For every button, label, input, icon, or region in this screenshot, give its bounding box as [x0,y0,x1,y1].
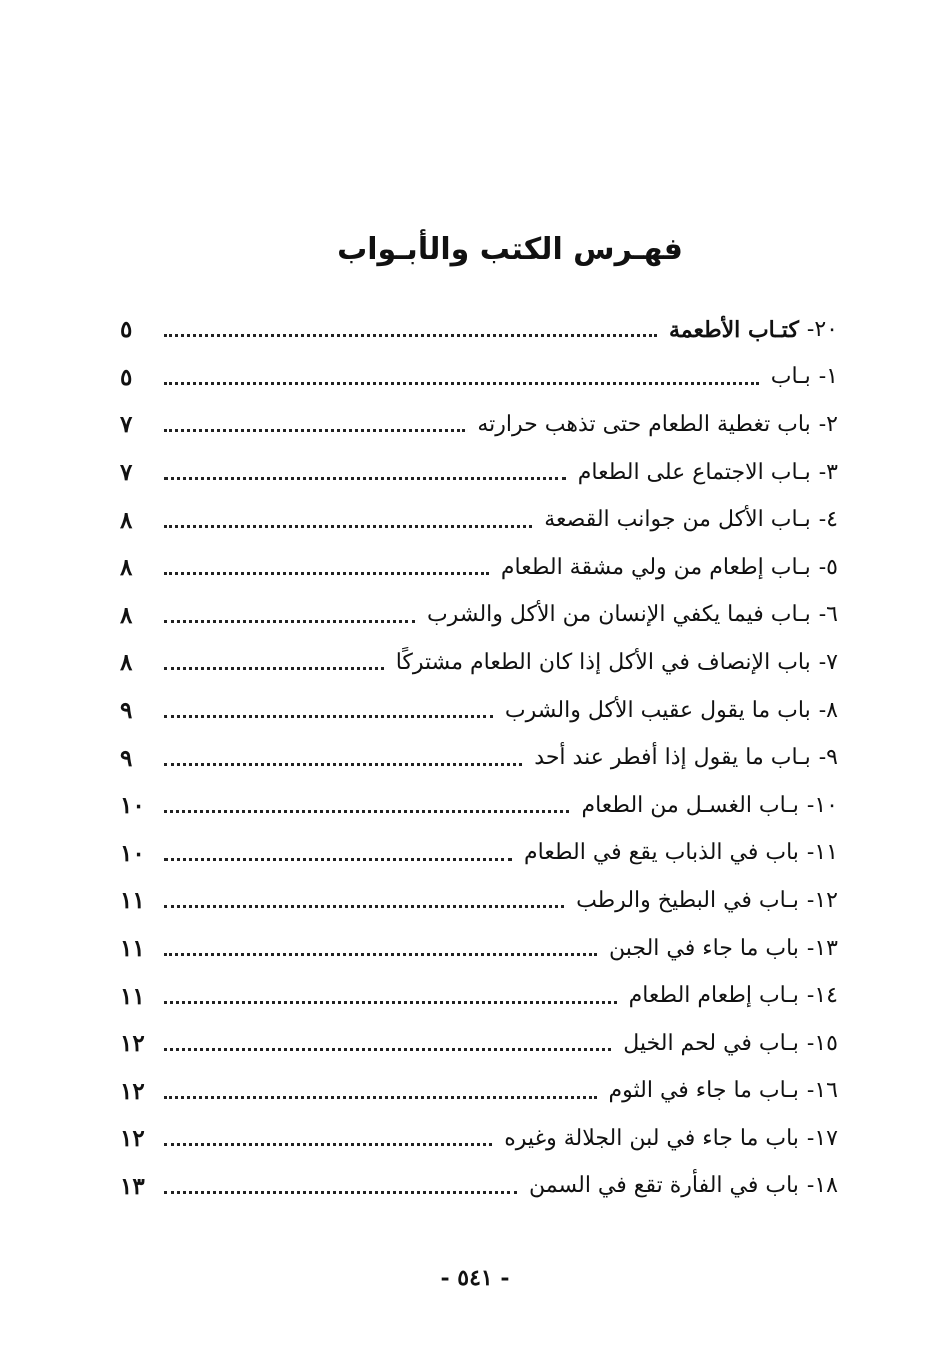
toc-chapter-entry [120,972,838,1020]
toc-chapter-entry [120,401,838,449]
toc-chapter-entry [120,449,838,497]
entry-number: ٩- [818,745,838,771]
entry-title: باب في الذباب يقع في الطعام [524,840,799,866]
dot-leader [164,620,415,623]
toc-chapter-entry [120,925,838,973]
toc-book-entry [120,306,838,354]
entry-page-number: ١٢ [120,1030,145,1058]
entry-page-number: ٩ [120,697,133,725]
toc-chapter-entry [120,782,838,830]
dot-leader [164,429,465,432]
entry-page-number: ١١ [120,887,145,915]
toc-chapter-entry [120,592,838,640]
entry-page-number: ١٠ [120,792,145,820]
entry-number: ١٤- [806,983,838,1009]
entry-title: بـاب إطعام من ولي مشقة الطعام [500,554,811,580]
dot-leader [164,1001,617,1004]
dot-leader [164,382,759,385]
entry-number: ٣- [818,459,838,485]
entry-title: كتـاب الأطعمة [668,316,799,343]
toc-chapter-entry [120,496,838,544]
entry-title: بـاب إطعام الطعام [628,983,799,1009]
entry-page-number: ٨ [120,649,133,677]
dot-leader [164,715,493,718]
table-of-contents [120,306,838,1210]
entry-number: ٢- [818,411,838,437]
dot-leader [164,1191,517,1194]
entry-title: باب الإنصاف في الأكل إذا كان الطعام مشتركًا [395,649,811,675]
entry-number: ١- [818,364,838,390]
entry-title: بـاب ما يقول إذا أفطر عند أحد [534,745,811,771]
toc-chapter-entry [120,830,838,878]
page-number: - ٥٤١ - [440,1265,510,1291]
dot-leader [164,763,522,766]
toc-chapter-entry [120,1163,838,1211]
entry-number: ١٢- [806,887,838,913]
entry-number: ١٠- [806,792,838,818]
entry-title: باب تغطية الطعام حتى تذهب حرارته [477,411,811,437]
toc-chapter-entry [120,1020,838,1068]
entry-number: ٤- [818,507,838,533]
entry-number: ٢٠- [806,316,838,342]
toc-chapter-entry [120,354,838,402]
entry-title: بـاب في البطيخ والرطب [576,887,799,913]
entry-number: ١١- [806,840,838,866]
entry-number: ٥- [818,554,838,580]
toc-chapter-entry [120,877,838,925]
toc-chapter-entry [120,544,838,592]
dot-leader [164,1096,597,1099]
entry-title: بـاب ما جاء في الثوم [608,1078,799,1104]
page-title: فهـرس الكتب والأبـواب [337,232,683,267]
dot-leader [164,667,384,670]
toc-chapter-entry [120,687,838,735]
entry-title: باب ما يقول عقيب الأكل والشرب [504,697,811,723]
dot-leader [164,334,657,337]
entry-title: بـاب الأكل من جوانب القصعة [544,507,811,533]
entry-title: بـاب [770,364,811,390]
entry-page-number: ١١ [120,935,145,963]
entry-title: بـاب فيما يكفي الإنسان من الأكل والشرب [426,602,811,628]
entry-page-number: ١٠ [120,839,145,867]
entry-page-number: ٧ [120,459,133,487]
entry-number: ١٥- [806,1030,838,1056]
entry-number: ٨- [818,697,838,723]
entry-page-number: ٩ [120,744,133,772]
entry-page-number: ١١ [120,982,145,1010]
entry-number: ٧- [818,649,838,675]
entry-title: باب في الفأرة تقع في السمن [529,1173,799,1199]
entry-page-number: ٨ [120,506,133,534]
dot-leader [164,1048,611,1051]
entry-number: ١٨- [806,1173,838,1199]
toc-chapter-entry [120,734,838,782]
dot-leader [164,572,489,575]
entry-number: ٦- [818,602,838,628]
dot-leader [164,810,569,813]
entry-page-number: ٥ [120,316,133,344]
toc-chapter-entry [120,1115,838,1163]
entry-page-number: ٨ [120,554,133,582]
entry-title: بـاب في لحم الخيل [623,1030,799,1056]
entry-page-number: ٥ [120,363,133,391]
entry-page-number: ١٣ [120,1172,145,1200]
entry-page-number: ٨ [120,601,133,629]
entry-number: ١٣- [806,935,838,961]
entry-page-number: ٧ [120,411,133,439]
entry-number: ١٧- [806,1125,838,1151]
entry-number: ١٦- [806,1078,838,1104]
entry-title: باب ما جاء في الجبن [609,935,799,961]
toc-chapter-entry [120,1068,838,1116]
dot-leader [164,525,532,528]
dot-leader [164,953,597,956]
entry-title: بـاب الغسـل من الطعام [581,792,799,818]
dot-leader [164,1143,492,1146]
entry-title: باب ما جاء في لبن الجلالة وغيره [504,1125,799,1151]
dot-leader [164,858,512,861]
dot-leader [164,477,566,480]
entry-page-number: ١٢ [120,1077,145,1105]
entry-title: بـاب الاجتماع على الطعام [577,459,811,485]
dot-leader [164,905,564,908]
toc-chapter-entry [120,639,838,687]
entry-page-number: ١٢ [120,1125,145,1153]
